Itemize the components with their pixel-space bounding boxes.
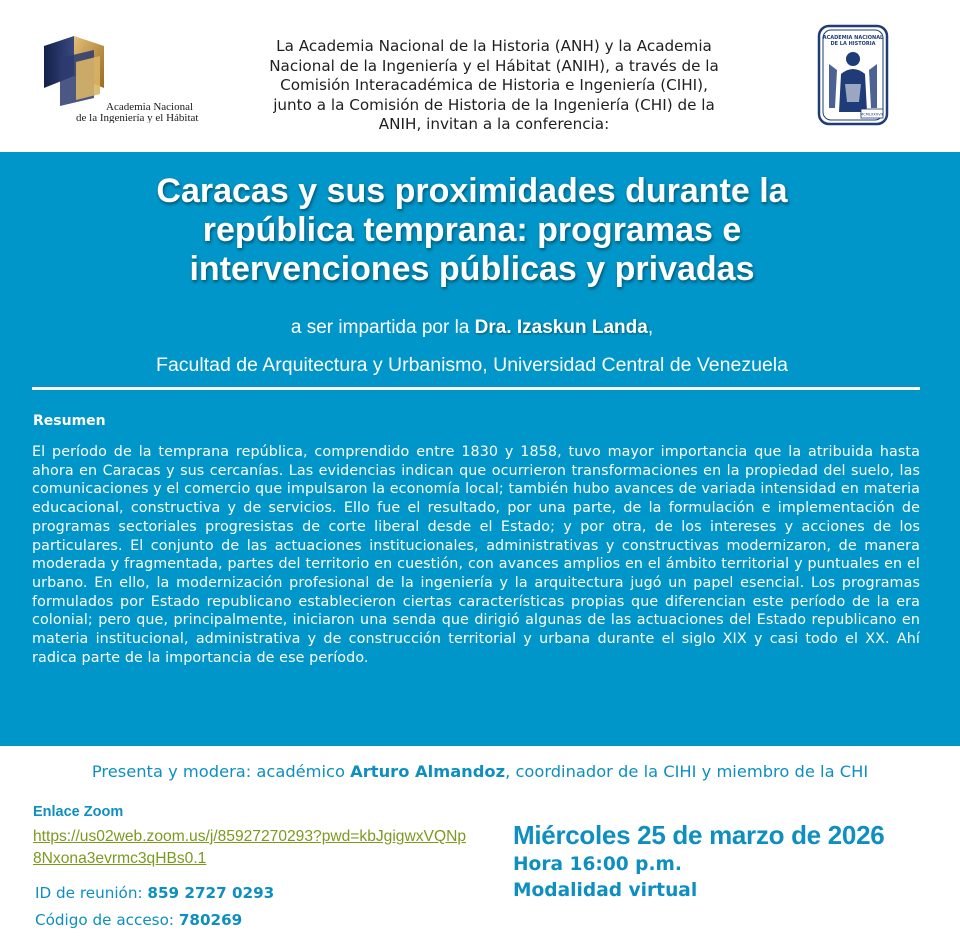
intro-line: Comisión Interacadémica de Historia e Ingeniería (CIHI), bbox=[280, 76, 708, 95]
anh-seal-year: MCMLXXXVIII bbox=[860, 112, 884, 117]
intro-line: La Academia Nacional de la Historia (ANH) y la Academia bbox=[276, 37, 712, 55]
divider bbox=[32, 387, 920, 390]
event-modality: Modalidad virtual bbox=[513, 880, 698, 901]
resumen-heading: Resumen bbox=[33, 413, 106, 429]
anh-seal bbox=[817, 24, 889, 126]
speaker-affiliation: Facultad de Arquitectura y Urbanismo, Universidad Central de Venezuela bbox=[156, 354, 788, 376]
event-time: Hora 16:00 p.m. bbox=[513, 854, 682, 875]
moderator-name: Arturo Almandoz bbox=[350, 762, 506, 781]
zoom-link[interactable]: https://us02web.zoom.us/j/85927270293?pwd=kbJgigwxVQNp8Nxona3evrmc3qHBs0.1 bbox=[33, 828, 467, 867]
title-line: república temprana: programas e bbox=[202, 211, 742, 249]
access-code-label: Código de acceso: bbox=[35, 911, 179, 929]
anih-logo-text-2: de la Ingeniería y el Hábitat bbox=[76, 112, 199, 123]
conference-title bbox=[40, 172, 904, 289]
intro-paragraph bbox=[238, 37, 750, 135]
anh-seal-text-2: DE LA HISTORIA bbox=[830, 41, 876, 47]
intro-line: ANIH, invitan a la conferencia: bbox=[378, 115, 610, 134]
intro-line: junto a la Comisión de Historia de la Ingeniería (CHI) de la bbox=[273, 95, 715, 114]
moderator-prefix: Presenta y modera: académico bbox=[91, 762, 351, 781]
speaker-suffix: , bbox=[647, 317, 654, 338]
meeting-id-value: 859 2727 0293 bbox=[147, 884, 275, 902]
speaker-prefix: a ser impartida por la bbox=[290, 317, 475, 338]
title-line: Caracas y sus proximidades durante la bbox=[156, 172, 788, 210]
title-line: intervenciones públicas y privadas bbox=[189, 250, 755, 288]
meeting-id bbox=[35, 884, 274, 902]
moderator-line bbox=[0, 762, 960, 781]
zoom-label: Enlace Zoom bbox=[33, 804, 124, 820]
event-date: Miércoles 25 de marzo de 2026 bbox=[513, 820, 885, 850]
anh-seal-text-1: ACADEMIA NACIONAL bbox=[822, 35, 884, 41]
resumen-body: El período de la temprana república, comprendido entre 1830 y 1858, tuvo mayor importancia que la atribuida hasta ahora en Caracas y sus cercanías. Las evidencias indican que ocurrieron transformaciones en la propiedad del suelo, las comunicaciones y el comercio que impulsaron la economía local; también hubo avances de variada intensidad en materia educacional, constructiva y de servicios. Ello fue el resultado, por una parte, de la formulación e implementación de programas sectoriales progresistas de corte liberal desde el Estado; y por otra, de los intereses y acciones de los particulares. El conjunto de las actuaciones institucionales, administrativas y constructivas modernizaron, de manera moderada y fragmentada, partes del territorio en cuestión, con avances amplios en el ámbito territorial y puntuales en el urbano. En ello, la modernización profesional de la ingeniería y la arquitectura jugó un papel esencial. Los programas formulados por Estado republicano establecieron ciertas características propias que diferencian este período de la era colonial; pero que, principalmente, iniciaron una senda que dirigió algunas de las actuaciones del Estado republicano en materia institucional, administrativa y de construcción territorial y urbana durante el siglo XIX y casi todo el XX. Ahí radica parte de la importancia de ese período. bbox=[32, 444, 920, 666]
moderator-suffix: , coordinador de la CIHI y miembro de la CHI bbox=[505, 762, 869, 781]
meeting-id-label: ID de reunión: bbox=[35, 884, 148, 902]
speaker-line bbox=[40, 317, 904, 339]
intro-line: Nacional de la Ingeniería y el Hábitat (ANIH), a través de la bbox=[269, 56, 719, 75]
anih-logo-text-1: Academia Nacional bbox=[106, 101, 194, 113]
anih-logo bbox=[36, 28, 216, 123]
access-code-value: 780269 bbox=[178, 911, 243, 929]
access-code bbox=[35, 911, 242, 929]
speaker-name: Dra. Izaskun Landa bbox=[474, 317, 648, 338]
